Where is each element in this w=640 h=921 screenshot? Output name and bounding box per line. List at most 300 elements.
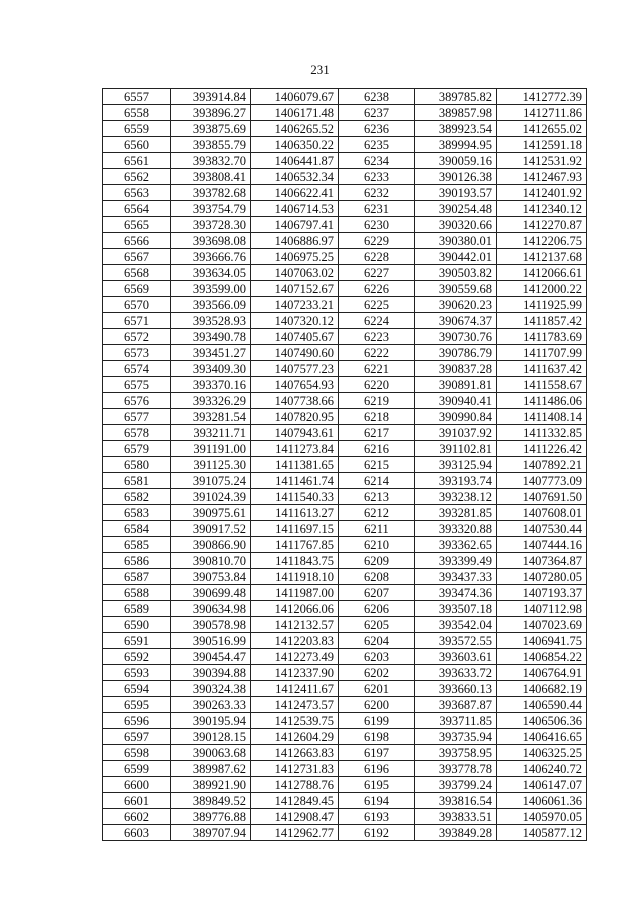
table-row: [103, 745, 587, 761]
x-coordinate-right: 393542.04: [415, 617, 497, 633]
point-number-left: 6564: [103, 201, 171, 217]
point-number-left: 6578: [103, 425, 171, 441]
table-row: [103, 713, 587, 729]
point-number-left: 6567: [103, 249, 171, 265]
point-number-right: 6222: [339, 345, 415, 361]
point-number-right: 6195: [339, 777, 415, 793]
x-coordinate-right: 389785.82: [415, 89, 497, 105]
x-coordinate-right: 393758.95: [415, 745, 497, 761]
point-number-left: 6592: [103, 649, 171, 665]
table-row: [103, 505, 587, 521]
y-coordinate-right: 1412531.92: [497, 153, 587, 169]
y-coordinate-right: 1407193.37: [497, 585, 587, 601]
point-number-right: 6203: [339, 649, 415, 665]
x-coordinate-left: 389849.52: [171, 793, 251, 809]
x-coordinate-left: 390578.98: [171, 617, 251, 633]
y-coordinate-left: 1407152.67: [251, 281, 339, 297]
table-row: [103, 329, 587, 345]
y-coordinate-left: 1412539.75: [251, 713, 339, 729]
point-number-right: 6238: [339, 89, 415, 105]
point-number-left: 6568: [103, 265, 171, 281]
x-coordinate-right: 390380.01: [415, 233, 497, 249]
x-coordinate-left: 391024.39: [171, 489, 251, 505]
y-coordinate-right: 1412655.02: [497, 121, 587, 137]
point-number-right: 6198: [339, 729, 415, 745]
table-row: [103, 473, 587, 489]
table-row: [103, 89, 587, 105]
point-number-right: 6230: [339, 217, 415, 233]
table-row: [103, 169, 587, 185]
x-coordinate-left: 393666.76: [171, 249, 251, 265]
point-number-right: 6228: [339, 249, 415, 265]
point-number-left: 6586: [103, 553, 171, 569]
x-coordinate-left: 390128.15: [171, 729, 251, 745]
x-coordinate-right: 393572.55: [415, 633, 497, 649]
table-row: [103, 681, 587, 697]
y-coordinate-right: 1406506.36: [497, 713, 587, 729]
x-coordinate-right: 393799.24: [415, 777, 497, 793]
y-coordinate-right: 1406325.25: [497, 745, 587, 761]
point-number-left: 6557: [103, 89, 171, 105]
y-coordinate-right: 1411408.14: [497, 409, 587, 425]
table-row: [103, 665, 587, 681]
table-row: [103, 569, 587, 585]
x-coordinate-left: 393855.79: [171, 137, 251, 153]
point-number-left: 6571: [103, 313, 171, 329]
x-coordinate-right: 393735.94: [415, 729, 497, 745]
table-row: [103, 249, 587, 265]
y-coordinate-right: 1407364.87: [497, 553, 587, 569]
x-coordinate-right: 393320.88: [415, 521, 497, 537]
y-coordinate-right: 1406682.19: [497, 681, 587, 697]
table-row: [103, 809, 587, 825]
x-coordinate-right: 393437.33: [415, 569, 497, 585]
table-row: [103, 281, 587, 297]
point-number-right: 6193: [339, 809, 415, 825]
y-coordinate-left: 1406886.97: [251, 233, 339, 249]
x-coordinate-right: 390990.84: [415, 409, 497, 425]
x-coordinate-right: 393399.49: [415, 553, 497, 569]
y-coordinate-left: 1412411.67: [251, 681, 339, 697]
x-coordinate-right: 390193.57: [415, 185, 497, 201]
point-number-right: 6214: [339, 473, 415, 489]
point-number-left: 6603: [103, 825, 171, 841]
y-coordinate-right: 1406061.36: [497, 793, 587, 809]
point-number-right: 6237: [339, 105, 415, 121]
point-number-left: 6559: [103, 121, 171, 137]
point-number-left: 6590: [103, 617, 171, 633]
table-row: [103, 521, 587, 537]
y-coordinate-left: 1406441.87: [251, 153, 339, 169]
point-number-right: 6207: [339, 585, 415, 601]
x-coordinate-right: 390940.41: [415, 393, 497, 409]
point-number-left: 6593: [103, 665, 171, 681]
coordinates-table: [102, 88, 587, 841]
y-coordinate-left: 1407820.95: [251, 409, 339, 425]
point-number-right: 6229: [339, 233, 415, 249]
table-row: [103, 121, 587, 137]
x-coordinate-left: 390634.98: [171, 601, 251, 617]
y-coordinate-right: 1407892.21: [497, 457, 587, 473]
x-coordinate-left: 390324.38: [171, 681, 251, 697]
x-coordinate-right: 390254.48: [415, 201, 497, 217]
y-coordinate-left: 1411540.33: [251, 489, 339, 505]
x-coordinate-left: 393599.00: [171, 281, 251, 297]
point-number-left: 6572: [103, 329, 171, 345]
x-coordinate-left: 389776.88: [171, 809, 251, 825]
point-number-left: 6563: [103, 185, 171, 201]
y-coordinate-left: 1407320.12: [251, 313, 339, 329]
point-number-left: 6589: [103, 601, 171, 617]
y-coordinate-left: 1411273.84: [251, 441, 339, 457]
point-number-left: 6596: [103, 713, 171, 729]
y-coordinate-left: 1412604.29: [251, 729, 339, 745]
table-row: [103, 793, 587, 809]
point-number-left: 6570: [103, 297, 171, 313]
y-coordinate-left: 1412908.47: [251, 809, 339, 825]
y-coordinate-right: 1411707.99: [497, 345, 587, 361]
y-coordinate-right: 1406147.07: [497, 777, 587, 793]
y-coordinate-left: 1407490.60: [251, 345, 339, 361]
point-number-left: 6580: [103, 457, 171, 473]
x-coordinate-right: 390891.81: [415, 377, 497, 393]
point-number-right: 6236: [339, 121, 415, 137]
table-row: [103, 345, 587, 361]
y-coordinate-right: 1412467.93: [497, 169, 587, 185]
point-number-right: 6226: [339, 281, 415, 297]
point-number-right: 6200: [339, 697, 415, 713]
y-coordinate-right: 1406854.22: [497, 649, 587, 665]
x-coordinate-right: 390730.76: [415, 329, 497, 345]
y-coordinate-right: 1406590.44: [497, 697, 587, 713]
x-coordinate-left: 393281.54: [171, 409, 251, 425]
point-number-left: 6591: [103, 633, 171, 649]
x-coordinate-left: 393326.29: [171, 393, 251, 409]
point-number-left: 6558: [103, 105, 171, 121]
x-coordinate-left: 391191.00: [171, 441, 251, 457]
y-coordinate-right: 1407608.01: [497, 505, 587, 521]
point-number-right: 6219: [339, 393, 415, 409]
x-coordinate-right: 393778.78: [415, 761, 497, 777]
point-number-right: 6231: [339, 201, 415, 217]
y-coordinate-left: 1407405.67: [251, 329, 339, 345]
y-coordinate-left: 1407233.21: [251, 297, 339, 313]
x-coordinate-left: 393451.27: [171, 345, 251, 361]
x-coordinate-left: 389987.62: [171, 761, 251, 777]
y-coordinate-right: 1412772.39: [497, 89, 587, 105]
point-number-right: 6216: [339, 441, 415, 457]
y-coordinate-right: 1406764.91: [497, 665, 587, 681]
x-coordinate-left: 393754.79: [171, 201, 251, 217]
x-coordinate-left: 390195.94: [171, 713, 251, 729]
x-coordinate-left: 390753.84: [171, 569, 251, 585]
x-coordinate-left: 393528.93: [171, 313, 251, 329]
table-row: [103, 201, 587, 217]
point-number-left: 6560: [103, 137, 171, 153]
y-coordinate-left: 1406079.67: [251, 89, 339, 105]
table-row: [103, 361, 587, 377]
table-row: [103, 649, 587, 665]
y-coordinate-right: 1412591.18: [497, 137, 587, 153]
y-coordinate-left: 1412473.57: [251, 697, 339, 713]
x-coordinate-left: 393634.05: [171, 265, 251, 281]
point-number-right: 6212: [339, 505, 415, 521]
x-coordinate-right: 393193.74: [415, 473, 497, 489]
point-number-right: 6204: [339, 633, 415, 649]
point-number-right: 6217: [339, 425, 415, 441]
point-number-right: 6199: [339, 713, 415, 729]
y-coordinate-left: 1411697.15: [251, 521, 339, 537]
page-number: 231: [310, 62, 330, 77]
x-coordinate-left: 391075.24: [171, 473, 251, 489]
point-number-right: 6223: [339, 329, 415, 345]
x-coordinate-right: 393816.54: [415, 793, 497, 809]
point-number-left: 6575: [103, 377, 171, 393]
y-coordinate-left: 1406714.53: [251, 201, 339, 217]
table-row: [103, 617, 587, 633]
x-coordinate-right: 393660.13: [415, 681, 497, 697]
x-coordinate-left: 393832.70: [171, 153, 251, 169]
point-number-left: 6597: [103, 729, 171, 745]
x-coordinate-right: 393362.65: [415, 537, 497, 553]
x-coordinate-left: 390917.52: [171, 521, 251, 537]
point-number-right: 6197: [339, 745, 415, 761]
y-coordinate-left: 1411381.65: [251, 457, 339, 473]
y-coordinate-right: 1412270.87: [497, 217, 587, 233]
table-row: [103, 377, 587, 393]
point-number-left: 6565: [103, 217, 171, 233]
point-number-left: 6583: [103, 505, 171, 521]
x-coordinate-right: 389994.95: [415, 137, 497, 153]
y-coordinate-left: 1412788.76: [251, 777, 339, 793]
point-number-right: 6205: [339, 617, 415, 633]
point-number-left: 6601: [103, 793, 171, 809]
table-row: [103, 233, 587, 249]
y-coordinate-left: 1412273.49: [251, 649, 339, 665]
point-number-right: 6225: [339, 297, 415, 313]
x-coordinate-right: 390786.79: [415, 345, 497, 361]
x-coordinate-right: 393687.87: [415, 697, 497, 713]
point-number-right: 6218: [339, 409, 415, 425]
table-row: [103, 393, 587, 409]
y-coordinate-right: 1407280.05: [497, 569, 587, 585]
x-coordinate-left: 393409.30: [171, 361, 251, 377]
table-row: [103, 777, 587, 793]
point-number-right: 6202: [339, 665, 415, 681]
x-coordinate-right: 393238.12: [415, 489, 497, 505]
table-row: [103, 553, 587, 569]
point-number-left: 6566: [103, 233, 171, 249]
table-row: [103, 409, 587, 425]
y-coordinate-right: 1411925.99: [497, 297, 587, 313]
y-coordinate-right: 1407444.16: [497, 537, 587, 553]
y-coordinate-left: 1406622.41: [251, 185, 339, 201]
coordinates-table-body: [103, 89, 587, 841]
y-coordinate-left: 1411461.74: [251, 473, 339, 489]
x-coordinate-left: 393875.69: [171, 121, 251, 137]
table-row: [103, 265, 587, 281]
x-coordinate-left: 390699.48: [171, 585, 251, 601]
y-coordinate-right: 1412206.75: [497, 233, 587, 249]
y-coordinate-left: 1412337.90: [251, 665, 339, 681]
x-coordinate-left: 393370.16: [171, 377, 251, 393]
y-coordinate-left: 1411613.27: [251, 505, 339, 521]
y-coordinate-left: 1406350.22: [251, 137, 339, 153]
y-coordinate-right: 1407023.69: [497, 617, 587, 633]
x-coordinate-left: 390866.90: [171, 537, 251, 553]
table-row: [103, 457, 587, 473]
point-number-right: 6208: [339, 569, 415, 585]
y-coordinate-left: 1407577.23: [251, 361, 339, 377]
point-number-left: 6561: [103, 153, 171, 169]
y-coordinate-right: 1412401.92: [497, 185, 587, 201]
y-coordinate-right: 1411226.42: [497, 441, 587, 457]
x-coordinate-left: 389707.94: [171, 825, 251, 841]
point-number-left: 6600: [103, 777, 171, 793]
y-coordinate-right: 1406416.65: [497, 729, 587, 745]
point-number-left: 6573: [103, 345, 171, 361]
table-row: [103, 761, 587, 777]
y-coordinate-right: 1405877.12: [497, 825, 587, 841]
point-number-left: 6585: [103, 537, 171, 553]
point-number-right: 6215: [339, 457, 415, 473]
table-row: [103, 441, 587, 457]
x-coordinate-right: 390320.66: [415, 217, 497, 233]
point-number-left: 6594: [103, 681, 171, 697]
point-number-right: 6233: [339, 169, 415, 185]
x-coordinate-left: 390454.47: [171, 649, 251, 665]
y-coordinate-left: 1406532.34: [251, 169, 339, 185]
point-number-left: 6584: [103, 521, 171, 537]
y-coordinate-right: 1412066.61: [497, 265, 587, 281]
x-coordinate-right: 393281.85: [415, 505, 497, 521]
point-number-right: 6220: [339, 377, 415, 393]
y-coordinate-right: 1406240.72: [497, 761, 587, 777]
table-row: [103, 729, 587, 745]
x-coordinate-left: 393808.41: [171, 169, 251, 185]
x-coordinate-right: 393833.51: [415, 809, 497, 825]
point-number-left: 6581: [103, 473, 171, 489]
x-coordinate-left: 390516.99: [171, 633, 251, 649]
x-coordinate-right: 390442.01: [415, 249, 497, 265]
table-row: [103, 153, 587, 169]
point-number-right: 6235: [339, 137, 415, 153]
x-coordinate-right: 393474.36: [415, 585, 497, 601]
point-number-right: 6232: [339, 185, 415, 201]
x-coordinate-right: 393849.28: [415, 825, 497, 841]
y-coordinate-right: 1412000.22: [497, 281, 587, 297]
table-row: [103, 601, 587, 617]
point-number-right: 6194: [339, 793, 415, 809]
x-coordinate-right: 393633.72: [415, 665, 497, 681]
x-coordinate-right: 393507.18: [415, 601, 497, 617]
y-coordinate-right: 1412711.86: [497, 105, 587, 121]
x-coordinate-right: 390126.38: [415, 169, 497, 185]
point-number-right: 6213: [339, 489, 415, 505]
point-number-left: 6569: [103, 281, 171, 297]
table-row: [103, 489, 587, 505]
y-coordinate-left: 1412962.77: [251, 825, 339, 841]
x-coordinate-right: 393125.94: [415, 457, 497, 473]
y-coordinate-right: 1411857.42: [497, 313, 587, 329]
y-coordinate-left: 1406171.48: [251, 105, 339, 121]
point-number-left: 6599: [103, 761, 171, 777]
table-row: [103, 633, 587, 649]
y-coordinate-right: 1407530.44: [497, 521, 587, 537]
x-coordinate-right: 390559.68: [415, 281, 497, 297]
y-coordinate-left: 1411987.00: [251, 585, 339, 601]
point-number-left: 6579: [103, 441, 171, 457]
point-number-right: 6224: [339, 313, 415, 329]
y-coordinate-left: 1406265.52: [251, 121, 339, 137]
y-coordinate-right: 1412137.68: [497, 249, 587, 265]
x-coordinate-left: 391125.30: [171, 457, 251, 473]
x-coordinate-right: 390620.23: [415, 297, 497, 313]
y-coordinate-right: 1411637.42: [497, 361, 587, 377]
y-coordinate-left: 1412132.57: [251, 617, 339, 633]
y-coordinate-left: 1411843.75: [251, 553, 339, 569]
y-coordinate-left: 1412731.83: [251, 761, 339, 777]
x-coordinate-right: 389857.98: [415, 105, 497, 121]
table-row: [103, 697, 587, 713]
y-coordinate-left: 1412849.45: [251, 793, 339, 809]
point-number-right: 6192: [339, 825, 415, 841]
table-row: [103, 185, 587, 201]
table-row: [103, 137, 587, 153]
x-coordinate-left: 393211.71: [171, 425, 251, 441]
x-coordinate-left: 390394.88: [171, 665, 251, 681]
x-coordinate-left: 393896.27: [171, 105, 251, 121]
x-coordinate-left: 390810.70: [171, 553, 251, 569]
table-row: [103, 313, 587, 329]
x-coordinate-right: 390059.16: [415, 153, 497, 169]
point-number-right: 6209: [339, 553, 415, 569]
y-coordinate-left: 1407738.66: [251, 393, 339, 409]
x-coordinate-right: 391037.92: [415, 425, 497, 441]
x-coordinate-left: 393698.08: [171, 233, 251, 249]
x-coordinate-right: 390837.28: [415, 361, 497, 377]
x-coordinate-left: 393782.68: [171, 185, 251, 201]
y-coordinate-right: 1407691.50: [497, 489, 587, 505]
y-coordinate-left: 1412203.83: [251, 633, 339, 649]
y-coordinate-right: 1407112.98: [497, 601, 587, 617]
point-number-right: 6210: [339, 537, 415, 553]
y-coordinate-right: 1411332.85: [497, 425, 587, 441]
x-coordinate-left: 389921.90: [171, 777, 251, 793]
point-number-left: 6562: [103, 169, 171, 185]
x-coordinate-left: 393490.78: [171, 329, 251, 345]
x-coordinate-right: 390503.82: [415, 265, 497, 281]
y-coordinate-left: 1407063.02: [251, 265, 339, 281]
table-row: [103, 425, 587, 441]
table-row: [103, 585, 587, 601]
y-coordinate-left: 1411918.10: [251, 569, 339, 585]
x-coordinate-left: 390975.61: [171, 505, 251, 521]
point-number-left: 6602: [103, 809, 171, 825]
y-coordinate-right: 1405970.05: [497, 809, 587, 825]
point-number-right: 6196: [339, 761, 415, 777]
point-number-right: 6227: [339, 265, 415, 281]
point-number-right: 6206: [339, 601, 415, 617]
y-coordinate-right: 1411783.69: [497, 329, 587, 345]
y-coordinate-left: 1407943.61: [251, 425, 339, 441]
y-coordinate-right: 1412340.12: [497, 201, 587, 217]
y-coordinate-left: 1411767.85: [251, 537, 339, 553]
table-row: [103, 217, 587, 233]
x-coordinate-right: 393711.85: [415, 713, 497, 729]
point-number-right: 6201: [339, 681, 415, 697]
y-coordinate-left: 1406975.25: [251, 249, 339, 265]
